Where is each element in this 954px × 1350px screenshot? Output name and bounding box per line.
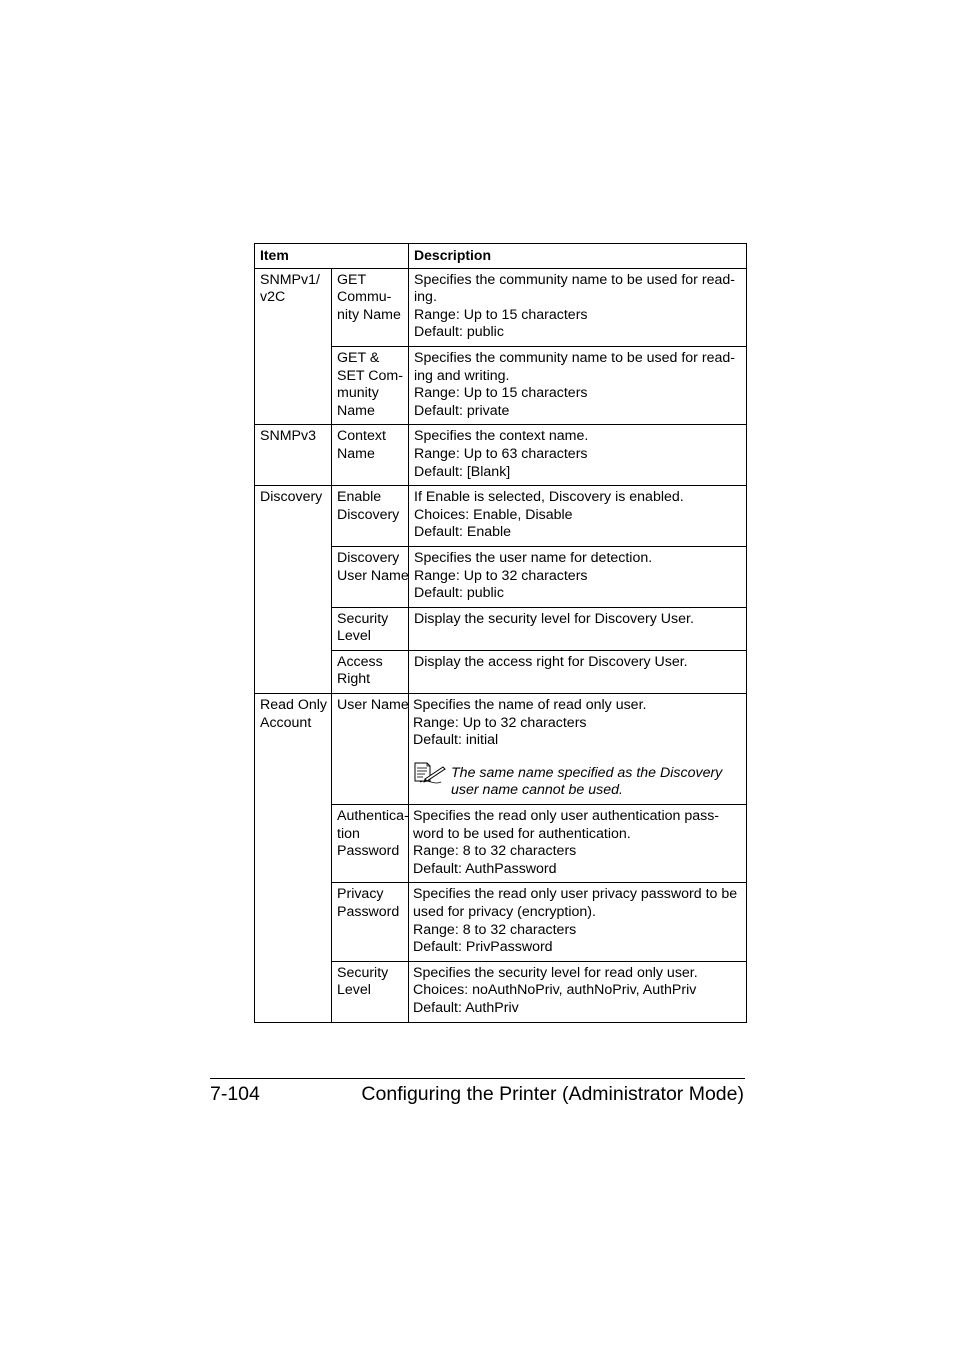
item-label: User Name: [337, 697, 409, 714]
item-label: Level: [337, 982, 371, 999]
group-label: Read Only: [260, 697, 328, 714]
item-label: Privacy: [337, 886, 384, 903]
group-cell: [255, 486, 332, 694]
description-line: Specifies the community name to be used for read-: [414, 349, 735, 366]
description-cell: [409, 805, 747, 883]
description-line: Specifies the read only user authentication pass-: [413, 808, 720, 825]
item-cell: [332, 268, 409, 346]
group-label: SNMPv3: [260, 428, 316, 445]
item-label: Password: [337, 843, 400, 860]
group-label: v2C: [260, 289, 286, 306]
item-cell: [332, 694, 409, 805]
description-line: If Enable is selected, Discovery is enabled.: [414, 489, 684, 506]
item-label: Name: [337, 445, 375, 462]
description-line: Choices: Enable, Disable: [414, 506, 573, 523]
description-line: Range: Up to 32 characters: [413, 714, 587, 731]
description-line: Specifies the security level for read only user.: [413, 964, 698, 981]
description-cell: [409, 486, 747, 547]
note-line: user name cannot be used.: [451, 782, 623, 799]
item-label: Security: [337, 964, 389, 981]
item-label: Enable: [337, 489, 382, 506]
item-cell: [332, 486, 409, 547]
item-label: munity: [337, 385, 379, 402]
description-line: Default: AuthPassword: [413, 860, 557, 877]
note: [413, 762, 746, 800]
table-row: [255, 694, 747, 805]
description-line: Default: initial: [413, 732, 499, 749]
item-label: Right: [337, 671, 371, 688]
description-line: Specifies the user name for detection.: [414, 549, 653, 566]
description-cell: [409, 961, 747, 1022]
description-line: Range: Up to 15 characters: [414, 385, 588, 402]
description-line: Specifies the read only user privacy password to be: [413, 886, 738, 903]
group-label: Account: [260, 714, 312, 731]
item-label: Discovery: [337, 549, 400, 566]
settings-table: [254, 243, 747, 1023]
group-cell: [255, 425, 332, 486]
description-cell: [409, 546, 747, 607]
item-cell: [332, 346, 409, 424]
note-pencil-icon: [413, 762, 451, 800]
description-line: Default: [Blank]: [414, 463, 511, 480]
item-label: tion: [337, 825, 360, 842]
description-line: Specifies the community name to be used for read-: [414, 271, 735, 288]
description-line: Default: PrivPassword: [413, 939, 553, 956]
description-line: Range: Up to 63 characters: [414, 445, 588, 462]
item-label: Context: [337, 428, 386, 445]
item-label: User Name: [337, 567, 409, 584]
description-line: Range: Up to 32 characters: [414, 567, 588, 584]
item-label: Discovery: [337, 506, 400, 523]
item-label: Level: [337, 628, 371, 645]
description-cell: [409, 607, 747, 650]
note-text: [451, 762, 722, 800]
chapter-title: Configuring the Printer (Administrator Mode): [361, 1083, 744, 1105]
item-label: Commu-: [337, 289, 392, 306]
header-description: Description: [409, 244, 747, 269]
description-line: Range: Up to 15 characters: [414, 306, 588, 323]
description-cell: [409, 694, 747, 805]
description-line: Default: Enable: [414, 524, 512, 541]
item-label: Security: [337, 610, 389, 627]
item-cell: [332, 607, 409, 650]
table-row: [255, 486, 747, 547]
description-line: Default: public: [414, 585, 504, 602]
description-line: Default: AuthPriv: [413, 999, 519, 1016]
description-line: Specifies the context name.: [414, 428, 589, 445]
note-line: The same name specified as the Discovery: [451, 764, 723, 781]
description-line: ing.: [414, 289, 437, 306]
item-label: GET &: [337, 349, 380, 366]
group-label: Discovery: [260, 489, 323, 506]
description-line: Display the security level for Discovery User.: [414, 610, 694, 627]
item-label: GET: [337, 271, 367, 288]
description-line: Choices: noAuthNoPriv, authNoPriv, AuthPriv: [413, 982, 697, 999]
description-line: Display the access right for Discovery User.: [414, 653, 688, 670]
description-line: Default: public: [414, 324, 504, 341]
item-cell: [332, 546, 409, 607]
item-label: Name: [337, 402, 375, 419]
description-line: Range: 8 to 32 characters: [413, 921, 577, 938]
description-cell: [409, 650, 747, 693]
description-cell: [409, 346, 747, 424]
description-cell: [409, 268, 747, 346]
item-cell: [332, 883, 409, 961]
header-item: Item: [255, 244, 409, 269]
table-header-row: [255, 244, 747, 269]
footer-divider: [210, 1078, 745, 1079]
description-line: ing and writing.: [414, 367, 510, 384]
item-label: SET Com-: [337, 367, 403, 384]
description-line: Range: 8 to 32 characters: [413, 843, 577, 860]
item-label: Access: [337, 653, 383, 670]
group-label: SNMPv1/: [260, 271, 320, 288]
item-cell: [332, 650, 409, 693]
description-cell: [409, 883, 747, 961]
item-cell: [332, 961, 409, 1022]
item-cell: [332, 805, 409, 883]
description-line: word to be used for authentication.: [413, 825, 631, 842]
table-row: [255, 268, 747, 346]
description-line: used for privacy (encryption).: [413, 904, 596, 920]
description-line: Default: private: [414, 402, 510, 419]
item-label: Password: [337, 904, 400, 920]
description-cell: [409, 425, 747, 486]
item-label: nity Name: [337, 306, 401, 323]
table-row: [255, 425, 747, 486]
page-number: 7-104: [210, 1083, 260, 1105]
item-cell: [332, 425, 409, 486]
description-line: Specifies the name of read only user.: [413, 697, 647, 714]
group-cell: [255, 268, 332, 425]
item-label: Authentica-: [337, 808, 409, 825]
group-cell: [255, 694, 332, 1023]
